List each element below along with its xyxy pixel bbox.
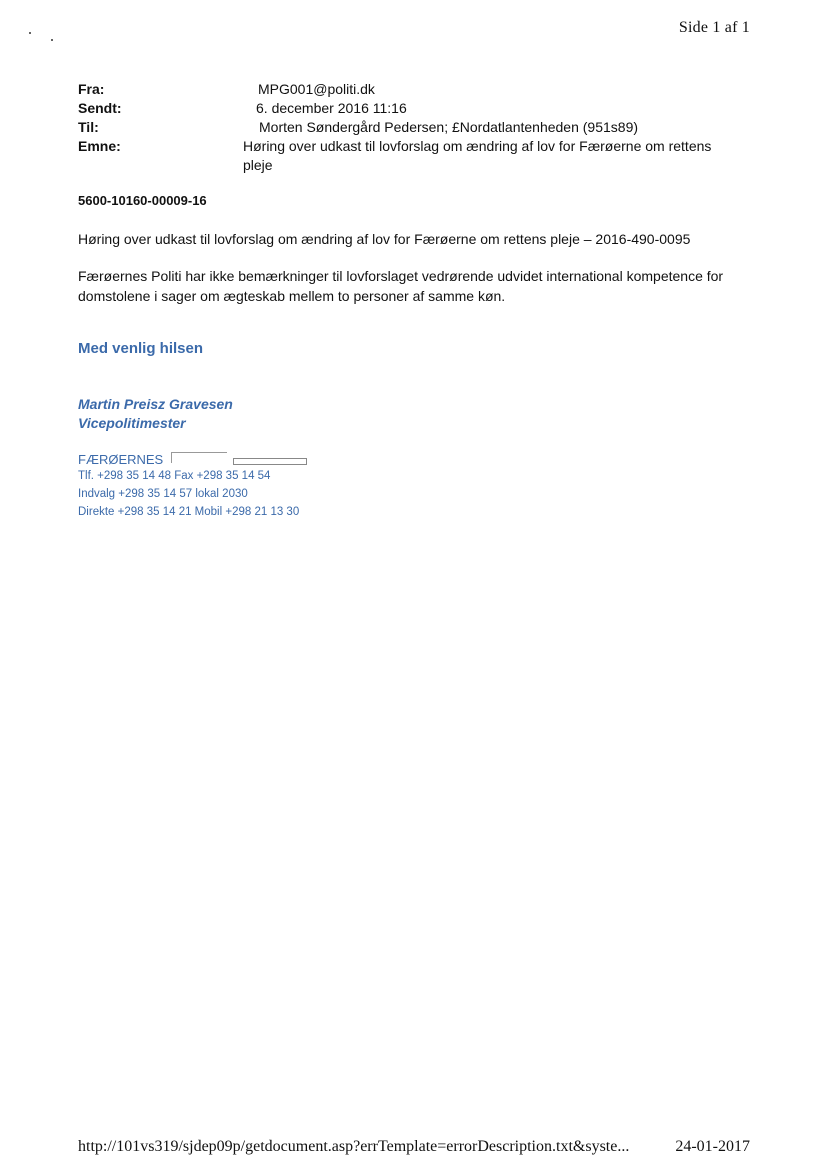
phone-line: Tlf. +298 35 14 48 Fax +298 35 14 54 (78, 470, 271, 482)
signature-title: Vicepolitimester (78, 415, 186, 431)
direct-line: Direkte +298 35 14 21 Mobil +298 21 13 30 (78, 506, 300, 518)
page-number: Side 1 af 1 (678, 19, 750, 36)
header-sent-row (78, 99, 758, 118)
header-subject-row (78, 137, 758, 175)
header-from-row (78, 80, 758, 99)
org-name: FÆRØERNES (78, 452, 164, 467)
footer-date: 24-01-2017 (675, 1138, 750, 1155)
from-label: Fra: (78, 81, 105, 97)
subject-value: Høring over udkast til lovforslag om ændring af lov for Færøerne om rettens pleje (243, 138, 712, 173)
signature-name: Martin Preisz Gravesen (78, 396, 233, 412)
signature-org (78, 452, 307, 467)
subject-label: Emne: (78, 138, 121, 154)
body-text: Færøernes Politi har ikke bemærkninger til lovforslaget vedrørende udvidet international kompetence for domstolene i sager om ægteskab mellem to personer af samme køn. (78, 268, 724, 304)
footer-url: http://101vs319/sjdep09p/getdocument.asp?errTemplate=errorDescription.txt&syste... (78, 1138, 630, 1155)
switchboard-line: Indvalg +298 35 14 57 lokal 2030 (78, 488, 248, 500)
scan-speck (51, 39, 53, 41)
to-label: Til: (78, 119, 99, 135)
greeting: Med venlig hilsen (78, 340, 204, 357)
sent-label: Sendt: (78, 100, 122, 116)
from-value: MPG001@politi.dk (258, 81, 375, 97)
case-number: 5600-10160-00009-16 (78, 193, 207, 208)
subject-line: Høring over udkast til lovforslag om ændring af lov for Færøerne om rettens pleje – 2016-490-0095 (78, 231, 691, 247)
email-header (78, 80, 758, 175)
logo-box-icon (233, 458, 307, 465)
header-to-row (78, 118, 758, 137)
sent-value: 6. december 2016 11:16 (256, 100, 407, 116)
scan-speck (29, 32, 31, 34)
logo-placeholder-icon (171, 452, 227, 463)
to-value: Morten Søndergård Pedersen; £Nordatlantenheden (951s89) (259, 119, 639, 135)
